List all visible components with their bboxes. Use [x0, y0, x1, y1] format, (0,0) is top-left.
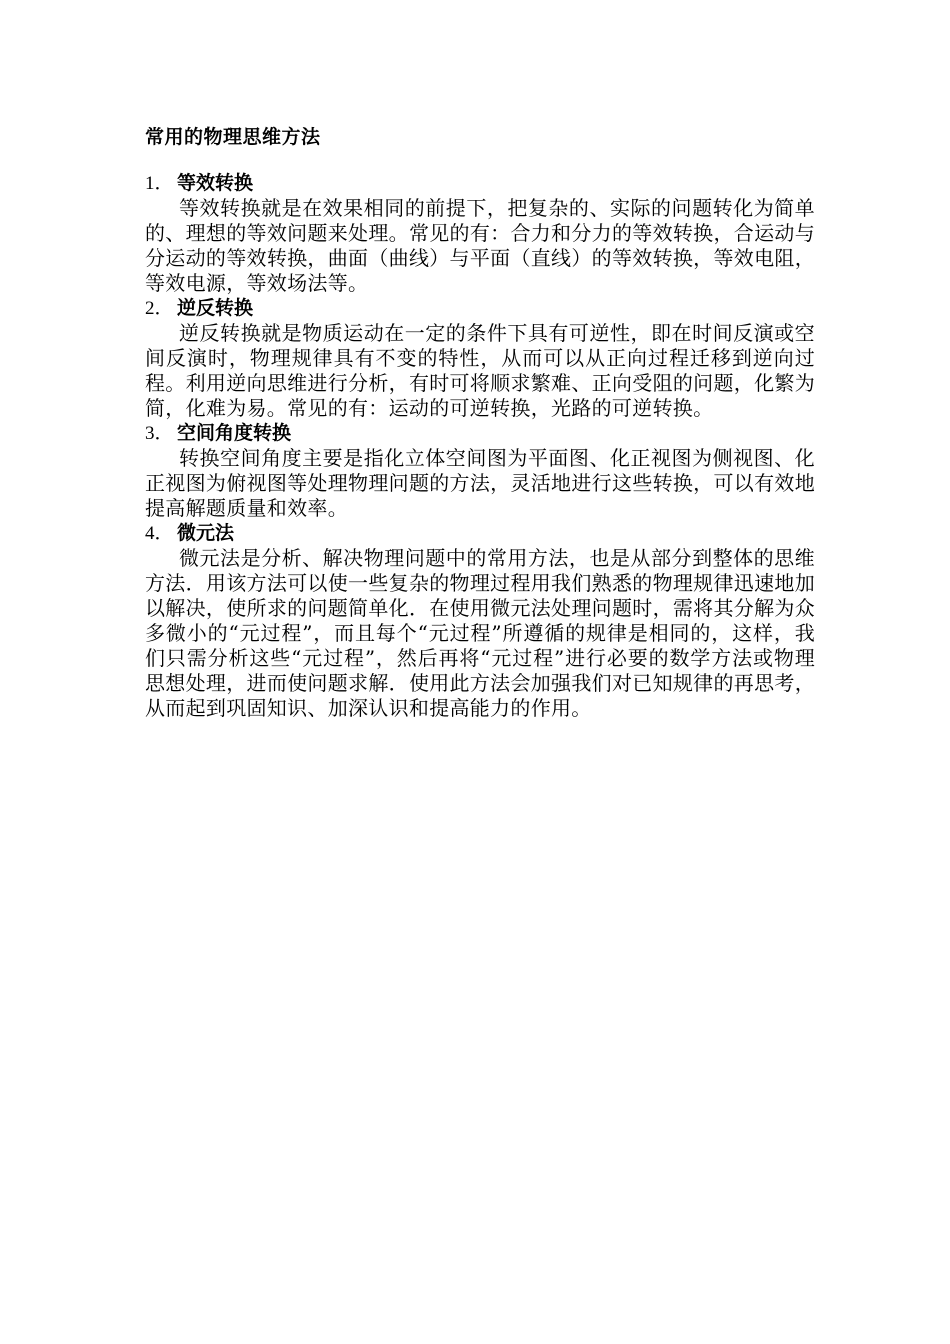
section-body: 等效转换就是在效果相同的前提下，把复杂的、实际的问题转化为简单的、理想的等效问题来处理。常见的有：合力和分力的等效转换，合运动与分运动的等效转换，曲面（曲线）与平面（直线）的等效转换，等效电阻，等效电源，等效场法等。	[145, 196, 815, 295]
document-page	[145, 120, 815, 721]
section-heading	[145, 421, 815, 446]
document-title: 常用的物理思维方法	[145, 126, 321, 148]
section-body: 转换空间角度主要是指化立体空间图为平面图、化正视图为侧视图、化正视图为俯视图等处理物理问题的方法，灵活地进行这些转换，可以有效地提高解题质量和效率。	[145, 446, 815, 520]
section-number: 4．	[145, 523, 174, 544]
section-spatial-angle-conversion	[145, 421, 815, 521]
section-heading-text: 微元法	[177, 522, 235, 544]
section-reverse-conversion	[145, 296, 815, 421]
section-heading	[145, 171, 815, 196]
section-heading-text: 等效转换	[177, 172, 254, 194]
section-heading	[145, 296, 815, 321]
section-number: 2．	[145, 298, 174, 319]
section-number: 1．	[145, 173, 174, 194]
section-heading	[145, 521, 815, 546]
section-micro-element-method	[145, 521, 815, 721]
section-equivalent-conversion	[145, 171, 815, 296]
section-body: 逆反转换就是物质运动在一定的条件下具有可逆性，即在时间反演或空间反演时，物理规律具有不变的特性，从而可以从正向过程迁移到逆向过程。利用逆向思维进行分析，有时可将顺求繁难、正向受阻的问题，化繁为简，化难为易。常见的有：运动的可逆转换，光路的可逆转换。	[145, 321, 815, 420]
section-heading-text: 逆反转换	[177, 297, 254, 319]
section-number: 3．	[145, 423, 174, 444]
section-heading-text: 空间角度转换	[177, 422, 292, 444]
section-body: 微元法是分析、解决物理问题中的常用方法，也是从部分到整体的思维方法．用该方法可以使一些复杂的物理过程用我们熟悉的物理规律迅速地加以解决，使所求的问题简单化．在使用微元法处理问题时，需将其分解为众多微小的“元过程”，而且每个“元过程”所遵循的规律是相同的，这样，我们只需分析这些“元过程”，然后再将“元过程”进行必要的数学方法或物理思想处理，进而使问题求解．使用此方法会加强我们对已知规律的再思考，从而起到巩固知识、加深认识和提高能力的作用。	[145, 546, 815, 720]
